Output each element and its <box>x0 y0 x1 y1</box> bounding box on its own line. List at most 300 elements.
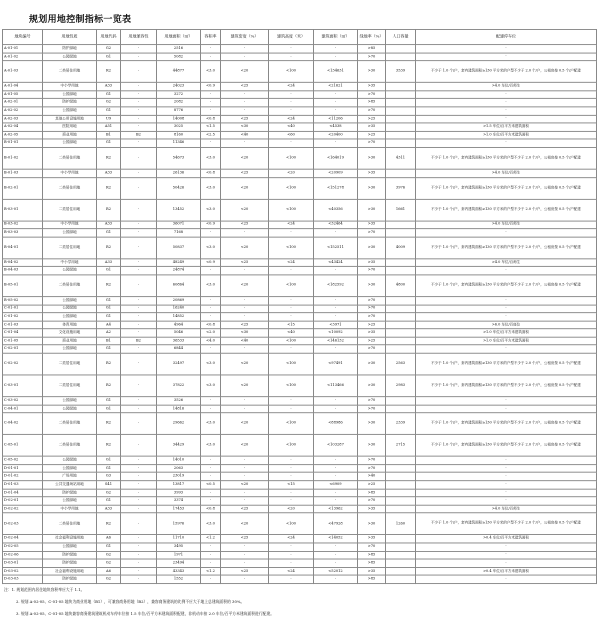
building-height-cell: <100 <box>269 199 314 221</box>
table-row <box>3 345 597 353</box>
building-density-cell: - <box>221 99 269 107</box>
parking-spaces-cell: 不少于 1.0 个/户，套内建筑面积≥130 平方米的户型不少于 2.0 个/户，公租房按 0.5 个/户配建 <box>416 353 597 375</box>
building-density-cell: - <box>221 559 269 567</box>
table-row <box>3 413 597 435</box>
land-code-cell: B1 <box>97 131 121 139</box>
building-density-cell: <25 <box>221 83 269 91</box>
gross-floor-area-cell: <13962 <box>314 505 358 513</box>
land-use-cell: 二类居住用地 <box>43 147 97 169</box>
building-density-cell: - <box>221 551 269 559</box>
gross-floor-area-cell: - <box>314 229 358 237</box>
building-density-cell: <20 <box>221 199 269 221</box>
compatibility-cell: - <box>121 297 157 305</box>
table-row <box>3 405 597 413</box>
land-use-cell: 二类居住用地 <box>43 353 97 375</box>
compatibility-cell: - <box>121 329 157 337</box>
parking-spaces-cell: - <box>416 139 597 147</box>
land-use-cell: 公园绿地 <box>43 464 97 472</box>
building-height-cell: <15 <box>269 321 314 329</box>
land-area-cell: 2063 <box>157 464 201 472</box>
table-row <box>3 259 597 267</box>
gross-floor-area-cell: <10092 <box>314 329 358 337</box>
land-area-cell: 5046 <box>157 329 201 337</box>
green-ratio-cell: >25 <box>358 131 386 139</box>
building-density-cell: <25 <box>221 567 269 575</box>
plot-id-cell: A-01-01 <box>3 45 43 53</box>
population-capacity-cell <box>386 313 416 321</box>
table-row <box>3 267 597 275</box>
gross-floor-area-cell: - <box>314 489 358 497</box>
building-height-cell: <100 <box>269 275 314 297</box>
land-use-cell: 社会福利设施用地 <box>43 535 97 543</box>
land-area-cell: 43343 <box>157 567 201 575</box>
compatibility-cell: - <box>121 61 157 83</box>
building-height-cell: - <box>269 297 314 305</box>
column-header: 用地兼容性 <box>121 29 157 44</box>
green-ratio-cell: >85 <box>358 551 386 559</box>
green-ratio-cell: >70 <box>358 497 386 505</box>
building-height-cell: <100 <box>269 513 314 535</box>
land-use-cell: 商业用地 <box>43 131 97 139</box>
building-density-cell: - <box>221 497 269 505</box>
green-ratio-cell: >35 <box>358 329 386 337</box>
land-area-cell: 8776 <box>157 107 201 115</box>
table-row <box>3 131 597 139</box>
building-density-cell: - <box>221 267 269 275</box>
gross-floor-area-cell: - <box>314 345 358 353</box>
land-use-cell: 广场用地 <box>43 473 97 481</box>
floor-area-ratio-cell: - <box>201 551 221 559</box>
parking-spaces-cell: - <box>416 297 597 305</box>
building-density-cell: <40 <box>221 131 269 139</box>
compatibility-cell: - <box>121 115 157 123</box>
gross-floor-area-cell: - <box>314 543 358 551</box>
green-ratio-cell: >70 <box>358 405 386 413</box>
land-area-cell: 14852 <box>157 313 201 321</box>
compatibility-cell: - <box>121 177 157 199</box>
plot-id-cell: B-04-03 <box>3 267 43 275</box>
plot-id-cell: D-02-05 <box>3 543 43 551</box>
building-height-cell: <100 <box>269 375 314 397</box>
population-capacity-cell: 4009 <box>386 237 416 259</box>
table-row <box>3 169 597 177</box>
building-density-cell: - <box>221 543 269 551</box>
floor-area-ratio-cell: <0.8 <box>201 115 221 123</box>
floor-area-ratio-cell: - <box>201 543 221 551</box>
plot-id-cell: A-01-02 <box>3 53 43 61</box>
land-area-cell: 14010 <box>157 456 201 464</box>
green-ratio-cell: >70 <box>358 91 386 99</box>
land-area-cell: 3993 <box>157 489 201 497</box>
population-capacity-cell: 2339 <box>386 413 416 435</box>
green-ratio-cell: >30 <box>358 177 386 199</box>
table-row <box>3 497 597 505</box>
plot-id-cell: A-01-03 <box>3 61 43 83</box>
land-use-cell: 公园绿地 <box>43 107 97 115</box>
floor-area-ratio-cell: - <box>201 464 221 472</box>
population-capacity-cell <box>386 139 416 147</box>
green-ratio-cell: >40 <box>358 473 386 481</box>
table-row <box>3 543 597 551</box>
parking-spaces-cell: 不少于 1.0 个/户，套内建筑面积≥130 平方米的户型不少于 2.0 个/户，公租房按 0.5 个/户配建 <box>416 177 597 199</box>
column-header: 容积率 <box>201 29 221 44</box>
gross-floor-area-cell: <43424 <box>314 259 358 267</box>
land-code-cell: A4 <box>97 321 121 329</box>
land-code-cell: G1 <box>97 543 121 551</box>
land-use-cell: 防护绿地 <box>43 551 97 559</box>
parking-spaces-cell: - <box>416 397 597 405</box>
compatibility-cell: - <box>121 505 157 513</box>
building-height-cell: <24 <box>269 83 314 91</box>
plot-id-cell: C-01-01 <box>3 305 43 313</box>
compatibility-cell: - <box>121 53 157 61</box>
gross-floor-area-cell: <164019 <box>314 147 358 169</box>
column-header: 地块编号 <box>3 29 43 44</box>
population-capacity-cell <box>386 115 416 123</box>
population-capacity-cell <box>386 229 416 237</box>
land-use-cell: 医院用地 <box>43 123 97 131</box>
compatibility-cell: - <box>121 413 157 435</box>
building-height-cell: - <box>269 313 314 321</box>
gross-floor-area-cell: - <box>314 297 358 305</box>
building-density-cell: <20 <box>221 435 269 457</box>
compatibility-cell: - <box>121 489 157 497</box>
land-use-cell: 公园绿地 <box>43 305 97 313</box>
plot-id-cell: D-01-01 <box>3 464 43 472</box>
population-capacity-cell <box>386 45 416 53</box>
land-code-cell: G1 <box>97 397 121 405</box>
population-capacity-cell <box>386 329 416 337</box>
land-code-cell: G1 <box>97 229 121 237</box>
land-area-cell: 3025 <box>157 123 201 131</box>
population-capacity-cell <box>386 481 416 489</box>
floor-area-ratio-cell: <3.0 <box>201 375 221 397</box>
building-density-cell: <20 <box>221 353 269 375</box>
gross-floor-area-cell: - <box>314 464 358 472</box>
green-ratio-cell: >30 <box>358 147 386 169</box>
land-code-cell: R2 <box>97 177 121 199</box>
parking-spaces-cell: >1.5 车位/百平方米建筑面积 <box>416 123 597 131</box>
gross-floor-area-cell: <11206 <box>314 115 358 123</box>
green-ratio-cell: >35 <box>358 259 386 267</box>
plot-id-cell: C-05-01 <box>3 435 43 457</box>
plot-id-cell: C-02-01 <box>3 345 43 353</box>
compatibility-cell: - <box>121 91 157 99</box>
gross-floor-area-cell: <20909 <box>314 169 358 177</box>
parking-spaces-cell: >0.4 车位/百平方米建筑面积 <box>416 567 597 575</box>
compatibility-cell: - <box>121 435 157 457</box>
land-area-cell: 23019 <box>157 473 201 481</box>
plot-id-cell: C-02-02 <box>3 353 43 375</box>
land-area-cell: 1552 <box>157 575 201 583</box>
column-header: 配建停车位 <box>416 29 597 44</box>
building-density-cell: <30 <box>221 123 269 131</box>
parking-spaces-cell: - <box>416 45 597 53</box>
building-height-cell: - <box>269 45 314 53</box>
parking-spaces-cell: - <box>416 575 597 583</box>
plot-id-cell: D-02-02 <box>3 505 43 513</box>
land-use-cell: 二类居住用地 <box>43 237 97 259</box>
land-code-cell: A33 <box>97 83 121 91</box>
page-title: 规划用地控制指标一览表 <box>29 15 132 25</box>
building-density-cell: <40 <box>221 337 269 345</box>
compatibility-cell: - <box>121 456 157 464</box>
plot-id-cell: B-02-01 <box>3 177 43 199</box>
building-density-cell: <25 <box>221 321 269 329</box>
parking-spaces-cell: - <box>416 497 597 505</box>
parking-spaces-cell: 不少于 1.0 个/户，套内建筑面积≥130 平方米的户型不少于 2.0 个/户，公租房按 0.5 个/户配建 <box>416 413 597 435</box>
table-row <box>3 559 597 567</box>
land-area-cell: 3526 <box>157 397 201 405</box>
land-use-cell: 公园绿地 <box>43 229 97 237</box>
building-density-cell: <25 <box>221 535 269 543</box>
land-area-cell: 54673 <box>157 147 201 169</box>
table-row <box>3 397 597 405</box>
building-height-cell: <20 <box>269 505 314 513</box>
land-area-cell: 36533 <box>157 337 201 345</box>
table-row <box>3 229 597 237</box>
land-use-cell: 中小学用地 <box>43 83 97 91</box>
gross-floor-area-cell: - <box>314 107 358 115</box>
plot-id-cell: B-01-02 <box>3 147 43 169</box>
land-use-cell: 公园绿地 <box>43 297 97 305</box>
floor-area-ratio-cell: <3.0 <box>201 177 221 199</box>
table-row <box>3 375 597 397</box>
table-row <box>3 139 597 147</box>
building-height-cell: <100 <box>269 413 314 435</box>
floor-area-ratio-cell: - <box>201 559 221 567</box>
floor-area-ratio-cell: <3.0 <box>201 435 221 457</box>
green-ratio-cell: >30 <box>358 435 386 457</box>
plot-id-cell: D-03-02 <box>3 567 43 575</box>
gross-floor-area-cell: <134631 <box>314 61 358 83</box>
land-code-cell: G1 <box>97 345 121 353</box>
compatibility-cell: - <box>121 45 157 53</box>
land-code-cell: G1 <box>97 297 121 305</box>
land-use-cell: 公园绿地 <box>43 405 97 413</box>
population-capacity-cell: 3976 <box>386 177 416 199</box>
table-row <box>3 321 597 329</box>
land-code-cell: G3 <box>97 473 121 481</box>
land-code-cell: A6 <box>97 567 121 575</box>
building-density-cell: <20 <box>221 513 269 535</box>
parking-spaces-cell: 不少于 1.0 个/户，套内建筑面积≥130 平方米的户型不少于 2.0 个/户，公租房按 0.5 个/户配建 <box>416 199 597 221</box>
gross-floor-area-cell: - <box>314 473 358 481</box>
gross-floor-area-cell: - <box>314 53 358 61</box>
population-capacity-cell: 2563 <box>386 353 416 375</box>
population-capacity-cell: 4800 <box>386 275 416 297</box>
table-row <box>3 237 597 259</box>
table-body <box>3 45 597 584</box>
green-ratio-cell: >30 <box>358 199 386 221</box>
green-ratio-cell: >85 <box>358 489 386 497</box>
building-height-cell: <100 <box>269 435 314 457</box>
compatibility-cell: - <box>121 405 157 413</box>
floor-area-ratio-cell: <2.5 <box>201 131 221 139</box>
gross-floor-area-cell: - <box>314 99 358 107</box>
population-capacity-cell <box>386 169 416 177</box>
table-row <box>3 177 597 199</box>
parking-spaces-cell: 不少于 1.0 个/户，套内建筑面积≥130 平方米的户型不少于 2.0 个/户，公租房按 0.5 个/户配建 <box>416 61 597 83</box>
plot-id-cell: A-01-04 <box>3 83 43 91</box>
land-area-cell: 24023 <box>157 83 201 91</box>
gross-floor-area-cell: <47928 <box>314 513 358 535</box>
building-height-cell: <24 <box>269 535 314 543</box>
parking-spaces-cell: - <box>416 464 597 472</box>
floor-area-ratio-cell: - <box>201 45 221 53</box>
column-header: 用地代码 <box>97 29 121 44</box>
floor-area-ratio-cell: <3.0 <box>201 353 221 375</box>
building-height-cell: <60 <box>269 131 314 139</box>
parking-spaces-cell: 不少于 1.0 个/户，套内建筑面积≥130 平方米的户型不少于 2.0 个/户，公租房按 0.5 个/户配建 <box>416 237 597 259</box>
plot-id-cell: C-01-02 <box>3 313 43 321</box>
building-height-cell: - <box>269 543 314 551</box>
note-line: 2. 规划 A-02-05、C-01-05 地块为商业用地（B1），可兼容商务用地（B2），兼容商务建筑的比例不应大于地上总建筑面积的 30%。 <box>16 599 245 604</box>
plot-id-cell: A-02-03 <box>3 115 43 123</box>
land-use-cell: 商业用地 <box>43 337 97 345</box>
gross-floor-area-cell: - <box>314 497 358 505</box>
table-row <box>3 297 597 305</box>
green-ratio-cell: >30 <box>358 513 386 535</box>
compatibility-cell: - <box>121 259 157 267</box>
table-row <box>3 147 597 169</box>
population-capacity-cell <box>386 505 416 513</box>
land-code-cell: G1 <box>97 464 121 472</box>
gross-floor-area-cell: <146132 <box>314 337 358 345</box>
note-line: 3. 规划 A-02-05、C-01-05 地块兼容商务建筑建筑机动车停车位按 1.5 车位/百平方米建筑面积配建，非机动车按 2.0 车位/百平方米建筑面积进行配建。 <box>16 611 275 616</box>
building-density-cell: - <box>221 456 269 464</box>
building-height-cell: <100 <box>269 177 314 199</box>
population-capacity-cell <box>386 405 416 413</box>
floor-area-ratio-cell: <0.5 <box>201 481 221 489</box>
population-capacity-cell <box>386 559 416 567</box>
parking-spaces-cell: - <box>416 551 597 559</box>
building-density-cell: - <box>221 45 269 53</box>
population-capacity-cell <box>386 535 416 543</box>
compatibility-cell: - <box>121 199 157 221</box>
compatibility-cell: - <box>121 169 157 177</box>
land-use-cell: 体育用地 <box>43 321 97 329</box>
land-code-cell: R2 <box>97 61 121 83</box>
gross-floor-area-cell: - <box>314 405 358 413</box>
plot-id-cell: C-05-02 <box>3 456 43 464</box>
parking-spaces-cell: 不少于 1.0 个/户，套内建筑面积≥130 平方米的户型不少于 2.0 个/户，公租房按 0.5 个/户配建 <box>416 375 597 397</box>
green-ratio-cell: >25 <box>358 115 386 123</box>
land-area-cell: 13452 <box>157 199 201 221</box>
land-code-cell: R2 <box>97 413 121 435</box>
building-density-cell: <20 <box>221 147 269 169</box>
parking-spaces-cell: - <box>416 559 597 567</box>
floor-area-ratio-cell: - <box>201 405 221 413</box>
parking-spaces-cell: - <box>416 345 597 353</box>
land-use-cell: 中小学用地 <box>43 259 97 267</box>
population-capacity-cell <box>386 221 416 229</box>
gross-floor-area-cell: - <box>314 559 358 567</box>
plot-id-cell: D-01-03 <box>3 481 43 489</box>
population-capacity-cell <box>386 489 416 497</box>
building-density-cell: <20 <box>221 275 269 297</box>
floor-area-ratio-cell: - <box>201 305 221 313</box>
parking-spaces-cell: - <box>416 99 597 107</box>
table-row <box>3 473 597 481</box>
floor-area-ratio-cell: <3.0 <box>201 199 221 221</box>
table-row <box>3 313 597 321</box>
building-density-cell: - <box>221 53 269 61</box>
land-code-cell: R2 <box>97 435 121 457</box>
floor-area-ratio-cell: <3.0 <box>201 275 221 297</box>
population-capacity-cell <box>386 123 416 131</box>
building-height-cell: <100 <box>269 147 314 169</box>
building-density-cell: <25 <box>221 259 269 267</box>
table-row <box>3 53 597 61</box>
building-height-cell: <100 <box>269 337 314 345</box>
compatibility-cell: - <box>121 497 157 505</box>
green-ratio-cell: >70 <box>358 107 386 115</box>
plot-id-cell: C-01-05 <box>3 337 43 345</box>
plot-id-cell: A-02-01 <box>3 99 43 107</box>
compatibility-cell: - <box>121 559 157 567</box>
land-use-cell: 二类居住用地 <box>43 435 97 457</box>
gross-floor-area-cell: - <box>314 139 358 147</box>
table-row <box>3 489 597 497</box>
building-density-cell: - <box>221 139 269 147</box>
building-height-cell: <24 <box>269 567 314 575</box>
land-area-cell: 29662 <box>157 413 201 435</box>
land-use-cell: 公园绿地 <box>43 53 97 61</box>
parking-spaces-cell: - <box>416 405 597 413</box>
table-row <box>3 513 597 535</box>
land-area-cell: 17453 <box>157 505 201 513</box>
gross-floor-area-cell: - <box>314 313 358 321</box>
land-code-cell: G2 <box>97 551 121 559</box>
building-height-cell: <24 <box>269 259 314 267</box>
table-row <box>3 567 597 575</box>
building-height-cell: - <box>269 551 314 559</box>
building-height-cell: - <box>269 559 314 567</box>
parking-spaces-cell: - <box>416 473 597 481</box>
land-area-cell: 1971 <box>157 551 201 559</box>
land-area-cell: 50837 <box>157 237 201 259</box>
land-use-cell: 公共交通场站用地 <box>43 481 97 489</box>
building-density-cell: - <box>221 464 269 472</box>
compatibility-cell: - <box>121 397 157 405</box>
building-height-cell: - <box>269 397 314 405</box>
column-header: 建筑密度（%） <box>221 29 269 44</box>
plot-id-cell: B-05-01 <box>3 275 43 297</box>
gross-floor-area-cell: <14052 <box>314 535 358 543</box>
land-use-cell: 二类居住用地 <box>43 413 97 435</box>
population-capacity-cell <box>386 83 416 91</box>
land-use-cell: 二类居住用地 <box>43 275 97 297</box>
land-code-cell: A6 <box>97 535 121 543</box>
green-ratio-cell: >30 <box>358 275 386 297</box>
green-ratio-cell: >35 <box>358 535 386 543</box>
plot-id-cell: B-03-02 <box>3 221 43 229</box>
population-capacity-cell: 1661 <box>386 199 416 221</box>
land-code-cell: R2 <box>97 147 121 169</box>
plot-id-cell: A-01-05 <box>3 91 43 99</box>
plot-id-cell: A-02-04 <box>3 123 43 131</box>
building-density-cell: - <box>221 405 269 413</box>
land-code-cell: B1 <box>97 337 121 345</box>
parking-spaces-cell: - <box>416 53 597 61</box>
population-capacity-cell: 2983 <box>386 375 416 397</box>
land-use-cell: 中小学用地 <box>43 505 97 513</box>
population-capacity-cell <box>386 297 416 305</box>
land-area-cell: 37822 <box>157 375 201 397</box>
building-density-cell: <20 <box>221 177 269 199</box>
green-ratio-cell: >70 <box>358 543 386 551</box>
